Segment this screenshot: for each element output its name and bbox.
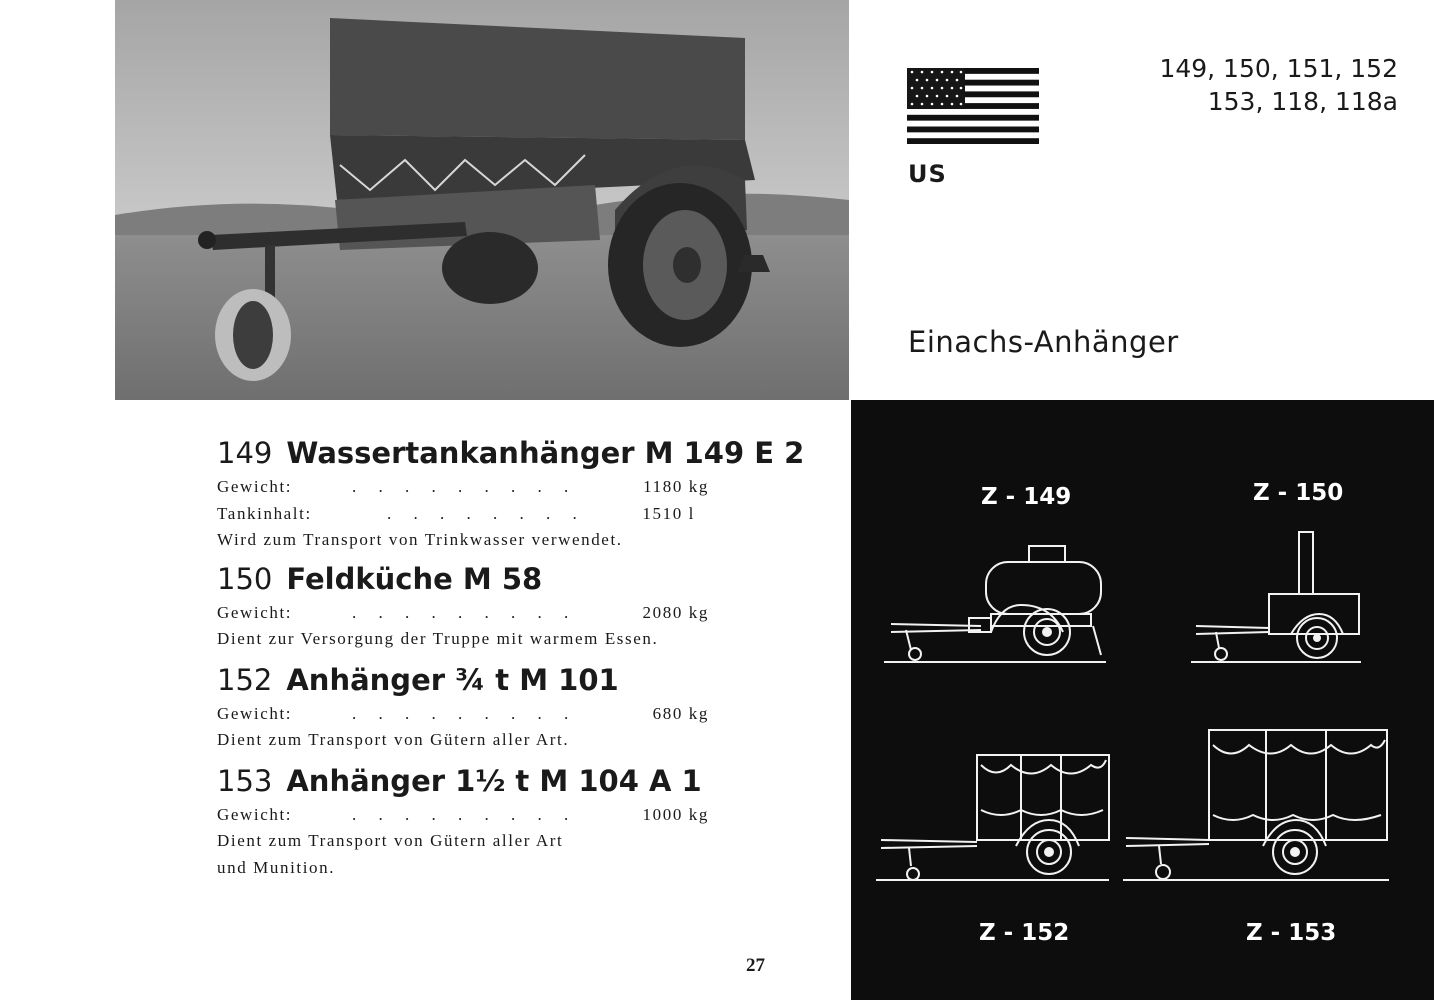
- entry-number: 149: [217, 436, 273, 470]
- z-149-label: Z - 149: [981, 484, 1072, 510]
- category-title: Einachs-Anhänger: [908, 325, 1179, 359]
- entry-name: Anhänger 1½ t M 104 A 1: [286, 763, 702, 798]
- model-numbers-line-2: 153, 118, 118a: [1207, 87, 1398, 116]
- trailer-photo-drawing: [115, 0, 849, 400]
- entry-description: Wird zum Transport von Trinkwasser verwendet.: [217, 530, 623, 549]
- country-code: US: [908, 160, 947, 188]
- spec-label: Gewicht:: [217, 804, 293, 824]
- entry-description: Dient zur Versorgung der Truppe mit warmem Essen.: [217, 629, 659, 648]
- entry-description: Dient zum Transport von Gütern aller Art.: [217, 730, 570, 749]
- z-150-silhouette: [1191, 532, 1361, 662]
- spec-row: [217, 701, 797, 728]
- entry-name: Feldküche M 58: [286, 561, 543, 596]
- spec-row: [217, 600, 797, 627]
- model-numbers-line-1: 149, 150, 151, 152: [1159, 54, 1398, 83]
- spec-value: 1000 kg: [642, 804, 709, 824]
- spec-value: 680 kg: [652, 703, 709, 723]
- entry-description: und Munition.: [217, 857, 336, 877]
- spec-leader-dots: . . . . . . . . .: [352, 477, 578, 496]
- entry-name: Anhänger ¾ t M 101: [286, 662, 619, 697]
- entry-149: [217, 432, 805, 554]
- entry-150: [217, 558, 797, 653]
- spec-leader-dots: . . . . . . . . .: [352, 703, 578, 723]
- page-number: 27: [746, 955, 765, 976]
- silhouette-drawings: [851, 400, 1434, 1000]
- entry-title: [217, 760, 797, 802]
- entry-153: [217, 760, 797, 882]
- spec-row: [217, 474, 797, 501]
- spec-value: 1180 kg: [643, 477, 709, 496]
- spec-label: Gewicht:: [217, 477, 293, 496]
- us-flag: [907, 68, 1039, 144]
- z-153-label: Z - 153: [1246, 920, 1337, 946]
- spec-label: Tankinhalt:: [217, 503, 312, 523]
- entry-list: [217, 432, 805, 881]
- spec-row: [217, 501, 797, 528]
- entry-description: Dient zum Transport von Gütern aller Art: [217, 831, 564, 850]
- z-152-silhouette: [876, 755, 1109, 880]
- entry-number: 150: [217, 561, 273, 596]
- z-153-silhouette: [1123, 730, 1389, 880]
- spec-value: 1510 l: [642, 503, 695, 523]
- entry-title: [217, 432, 805, 474]
- spec-row: [217, 802, 797, 829]
- trailer-photo: [115, 0, 849, 400]
- entry-name: Wassertankanhänger M 149 E 2: [286, 436, 805, 470]
- entry-number: 153: [217, 763, 273, 798]
- entry-number: 152: [217, 662, 273, 697]
- spec-label: Gewicht:: [217, 602, 293, 622]
- spec-leader-dots: . . . . . . . . .: [352, 602, 578, 622]
- z-152-label: Z - 152: [979, 920, 1070, 946]
- z-149-silhouette: [884, 546, 1106, 662]
- entry-152: [217, 659, 797, 754]
- spec-leader-dots: . . . . . . . .: [387, 503, 586, 523]
- entry-title: [217, 558, 797, 600]
- model-numbers: [1098, 52, 1398, 118]
- spec-label: Gewicht:: [217, 703, 293, 723]
- entry-title: [217, 659, 797, 701]
- us-flag-icon: [907, 68, 1039, 144]
- spec-value: 2080 kg: [642, 602, 709, 622]
- silhouette-panel: [851, 400, 1434, 1000]
- spec-leader-dots: . . . . . . . . .: [352, 804, 578, 824]
- z-150-label: Z - 150: [1253, 480, 1344, 506]
